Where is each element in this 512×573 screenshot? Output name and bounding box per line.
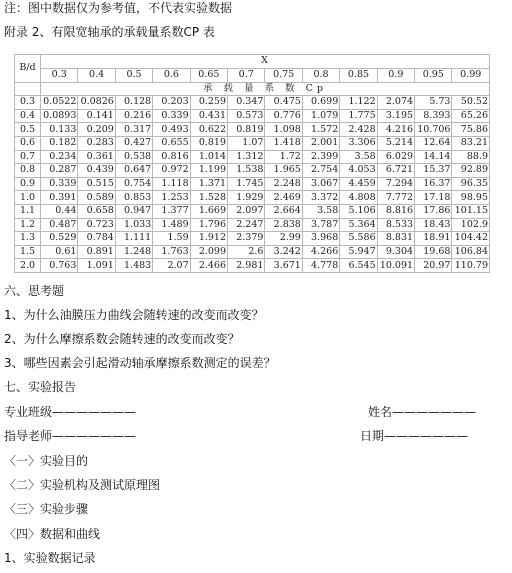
- appendix-title: 附录 2、有限宽轴承的承载量系数CP 表: [4, 25, 215, 39]
- cp-value-cell: 0.216: [115, 109, 152, 123]
- cp-value-cell: 1.248: [115, 245, 152, 259]
- cp-value-cell: 4.778: [302, 259, 339, 273]
- cp-value-cell: 0.515: [78, 177, 115, 191]
- table-row: [15, 177, 490, 191]
- cp-value-cell: 0.487: [41, 218, 78, 232]
- cp-value-cell: 0.283: [78, 136, 115, 150]
- cp-value-cell: 0.573: [228, 109, 265, 123]
- cp-value-cell: 1.72: [265, 150, 302, 164]
- cp-value-cell: 2.469: [265, 191, 302, 205]
- report-item-data: 〈四〉数据和曲线: [4, 527, 101, 541]
- x-value-cell: 0.7: [228, 68, 265, 82]
- cp-value-cell: 1.418: [265, 136, 302, 150]
- cp-value-cell: 14.14: [415, 150, 452, 164]
- table-row: [15, 259, 490, 273]
- cp-value-cell: 98.95: [452, 191, 490, 205]
- cp-value-cell: 1.528: [190, 191, 227, 205]
- cp-value-cell: 75.86: [452, 123, 490, 137]
- cp-value-cell: 1.745: [228, 177, 265, 191]
- cp-value-cell: 1.111: [115, 232, 152, 246]
- cp-value-cell: 0.853: [115, 191, 152, 205]
- cp-value-cell: 10.706: [415, 123, 452, 137]
- cp-value-cell: 0.816: [153, 150, 190, 164]
- x-value-cell: 0.3: [41, 68, 78, 82]
- cp-value-cell: 1.098: [265, 123, 302, 137]
- cp-value-cell: 1.312: [228, 150, 265, 164]
- date-field-label: 日期———————: [360, 429, 469, 443]
- cp-value-cell: 1.669: [190, 204, 227, 218]
- bd-ratio-cell: 0.8: [15, 164, 41, 178]
- cp-value-cell: 2.99: [265, 232, 302, 246]
- cp-value-cell: 7.772: [377, 191, 414, 205]
- cp-value-cell: 0.439: [78, 164, 115, 178]
- cp-value-cell: 0.259: [190, 96, 227, 110]
- x-value-cell: 0.5: [115, 68, 152, 82]
- table-row: [15, 164, 490, 178]
- cp-value-cell: 3.968: [302, 232, 339, 246]
- cp-value-cell: 8.831: [377, 232, 414, 246]
- table-cp-corner: [15, 82, 41, 96]
- cp-value-cell: 0.339: [153, 109, 190, 123]
- cp-value-cell: 0.658: [78, 204, 115, 218]
- cp-value-cell: 2.07: [153, 259, 190, 273]
- table-row: [15, 123, 490, 137]
- cp-value-cell: 18.43: [415, 218, 452, 232]
- bd-ratio-cell: 0.3: [15, 96, 41, 110]
- cp-value-cell: 1.483: [115, 259, 152, 273]
- x-value-cell: 0.4: [78, 68, 115, 82]
- bd-ratio-cell: 0.5: [15, 123, 41, 137]
- cp-value-cell: 5.73: [415, 96, 452, 110]
- x-value-cell: 0.95: [415, 68, 452, 82]
- cp-value-cell: 2.981: [228, 259, 265, 273]
- cp-value-cell: 0.431: [190, 109, 227, 123]
- cp-value-cell: 0.234: [41, 150, 78, 164]
- cp-value-cell: 6.545: [340, 259, 377, 273]
- table-row: [15, 150, 490, 164]
- section6-title: 六、思考题: [4, 284, 65, 298]
- report-item-steps: 〈三〉实验步骤: [4, 502, 89, 516]
- cp-value-cell: 104.42: [452, 232, 490, 246]
- cp-value-cell: 1.775: [340, 109, 377, 123]
- cp-value-cell: 1.079: [302, 109, 339, 123]
- cp-value-cell: 0.763: [41, 259, 78, 273]
- cp-value-cell: 2.6: [228, 245, 265, 259]
- cp-value-cell: 2.248: [265, 177, 302, 191]
- cp-value-cell: 2.379: [228, 232, 265, 246]
- cp-value-cell: 0.339: [41, 177, 78, 191]
- bd-ratio-cell: 0.9: [15, 177, 41, 191]
- cp-value-cell: 5.947: [340, 245, 377, 259]
- cp-value-cell: 1.033: [115, 218, 152, 232]
- table-row: [15, 136, 490, 150]
- data-record-heading: 1、实验数据记录: [4, 551, 96, 565]
- cp-value-cell: 92.89: [452, 164, 490, 178]
- x-value-cell: 0.9: [377, 68, 414, 82]
- bd-ratio-cell: 2.0: [15, 259, 41, 273]
- bd-ratio-cell: 1.0: [15, 191, 41, 205]
- cp-value-cell: 8.816: [377, 204, 414, 218]
- cp-value-cell: 0.317: [115, 123, 152, 137]
- bd-ratio-cell: 1.1: [15, 204, 41, 218]
- cp-value-cell: 0.589: [78, 191, 115, 205]
- cp-value-cell: 4.053: [340, 164, 377, 178]
- cp-value-cell: 5.586: [340, 232, 377, 246]
- cp-value-cell: 2.754: [302, 164, 339, 178]
- cp-value-cell: 4.459: [340, 177, 377, 191]
- cp-value-cell: 0.182: [41, 136, 78, 150]
- cp-value-cell: 5.214: [377, 136, 414, 150]
- cp-value-cell: 9.304: [377, 245, 414, 259]
- cp-value-cell: 3.671: [265, 259, 302, 273]
- cp-value-cell: 4.808: [340, 191, 377, 205]
- cp-value-cell: 0.0893: [41, 109, 78, 123]
- question-2: 2、为什么摩擦系数会随转速的改变而改变？: [4, 332, 240, 346]
- cp-value-cell: 2.097: [228, 204, 265, 218]
- cp-value-cell: 0.203: [153, 96, 190, 110]
- cp-value-cell: 1.965: [265, 164, 302, 178]
- table-row: [15, 232, 490, 246]
- cp-value-cell: 0.361: [78, 150, 115, 164]
- cp-value-cell: 1.59: [153, 232, 190, 246]
- cp-value-cell: 1.538: [228, 164, 265, 178]
- cp-value-cell: 0.819: [190, 136, 227, 150]
- cp-value-cell: 7.294: [377, 177, 414, 191]
- cp-value-cell: 1.091: [78, 259, 115, 273]
- cp-value-cell: 0.475: [265, 96, 302, 110]
- cp-value-cell: 50.52: [452, 96, 490, 110]
- cp-value-cell: 0.427: [115, 136, 152, 150]
- table-corner-label: B/d: [15, 55, 41, 83]
- cp-value-cell: 8.533: [377, 218, 414, 232]
- cp-value-cell: 0.784: [78, 232, 115, 246]
- cp-value-cell: 4.216: [377, 123, 414, 137]
- table-x-values-row: [15, 68, 490, 82]
- cp-value-cell: 0.538: [115, 150, 152, 164]
- cp-value-cell: 15.37: [415, 164, 452, 178]
- table-body: [15, 96, 490, 273]
- cp-value-cell: 20.97: [415, 259, 452, 273]
- cp-value-cell: 0.947: [115, 204, 152, 218]
- class-field-label: 专业班级———————: [4, 405, 137, 419]
- cp-value-cell: 2.099: [190, 245, 227, 259]
- cp-value-cell: 1.572: [302, 123, 339, 137]
- cp-value-cell: 1.796: [190, 218, 227, 232]
- cp-value-cell: 0.0826: [78, 96, 115, 110]
- cp-value-cell: 1.07: [228, 136, 265, 150]
- cp-value-cell: 5.364: [340, 218, 377, 232]
- cp-value-cell: 0.128: [115, 96, 152, 110]
- cp-value-cell: 12.64: [415, 136, 452, 150]
- x-value-cell: 0.85: [340, 68, 377, 82]
- table-row: [15, 204, 490, 218]
- cp-value-cell: 3.242: [265, 245, 302, 259]
- table-row: [15, 218, 490, 232]
- cp-value-cell: 0.391: [41, 191, 78, 205]
- cp-table-container: [14, 54, 490, 271]
- table-row: [15, 245, 490, 259]
- bd-ratio-cell: 0.4: [15, 109, 41, 123]
- name-field-label: 姓名———————: [368, 405, 477, 419]
- question-1: 1、为什么油膜压力曲线会随转速的改变而改变？: [4, 308, 264, 322]
- cp-value-cell: 2.466: [190, 259, 227, 273]
- cp-value-cell: 5.106: [340, 204, 377, 218]
- cp-value-cell: 3.58: [340, 150, 377, 164]
- cp-value-cell: 0.61: [41, 245, 78, 259]
- cp-value-cell: 3.372: [302, 191, 339, 205]
- report-item-purpose: 〈一〉实验目的: [4, 454, 89, 468]
- bd-ratio-cell: 1.3: [15, 232, 41, 246]
- cp-coefficient-table: [14, 54, 490, 273]
- cp-value-cell: 4.266: [302, 245, 339, 259]
- cp-value-cell: 83.21: [452, 136, 490, 150]
- cp-value-cell: 1.371: [190, 177, 227, 191]
- table-x-header: X: [41, 55, 490, 69]
- cp-value-cell: 0.287: [41, 164, 78, 178]
- question-3: 3、哪些因素会引起滑动轴承摩擦系数测定的误差？: [4, 356, 276, 370]
- cp-value-cell: 6.029: [377, 150, 414, 164]
- cp-value-cell: 1.199: [190, 164, 227, 178]
- cp-value-cell: 1.118: [153, 177, 190, 191]
- cp-value-cell: 1.912: [190, 232, 227, 246]
- cp-value-cell: 2.399: [302, 150, 339, 164]
- cp-value-cell: 106.84: [452, 245, 490, 259]
- cp-value-cell: 2.001: [302, 136, 339, 150]
- cp-value-cell: 1.014: [190, 150, 227, 164]
- cp-value-cell: 102.9: [452, 218, 490, 232]
- bd-ratio-cell: 0.6: [15, 136, 41, 150]
- cp-value-cell: 0.972: [153, 164, 190, 178]
- cp-value-cell: 2.074: [377, 96, 414, 110]
- cp-value-cell: 0.655: [153, 136, 190, 150]
- cp-value-cell: 0.754: [115, 177, 152, 191]
- cp-value-cell: 0.819: [228, 123, 265, 137]
- cp-value-cell: 1.929: [228, 191, 265, 205]
- cp-value-cell: 0.699: [302, 96, 339, 110]
- report-item-principle: 〈二〉实验机构及测试原理图: [4, 478, 161, 492]
- cp-value-cell: 101.15: [452, 204, 490, 218]
- cp-value-cell: 0.723: [78, 218, 115, 232]
- teacher-field-label: 指导老师———————: [4, 429, 137, 443]
- cp-value-cell: 0.141: [78, 109, 115, 123]
- table-row: [15, 191, 490, 205]
- cp-value-cell: 1.253: [153, 191, 190, 205]
- table-cp-header: 承 载 量 系 数 Cp: [41, 82, 490, 96]
- cp-value-cell: 0.622: [190, 123, 227, 137]
- cp-value-cell: 1.763: [153, 245, 190, 259]
- x-value-cell: 0.99: [452, 68, 490, 82]
- cp-value-cell: 3.067: [302, 177, 339, 191]
- cp-value-cell: 0.44: [41, 204, 78, 218]
- cp-value-cell: 0.776: [265, 109, 302, 123]
- cp-value-cell: 18.91: [415, 232, 452, 246]
- cp-value-cell: 3.306: [340, 136, 377, 150]
- x-value-cell: 0.75: [265, 68, 302, 82]
- cp-value-cell: 2.838: [265, 218, 302, 232]
- x-value-cell: 0.8: [302, 68, 339, 82]
- cp-value-cell: 10.091: [377, 259, 414, 273]
- cp-value-cell: 16.37: [415, 177, 452, 191]
- cp-value-cell: 0.529: [41, 232, 78, 246]
- x-value-cell: 0.6: [153, 68, 190, 82]
- cp-value-cell: 17.18: [415, 191, 452, 205]
- cp-value-cell: 8.393: [415, 109, 452, 123]
- note-line: 注：图中数据仅为参考值，不代表实验数据: [4, 1, 233, 15]
- cp-value-cell: 0.0522: [41, 96, 78, 110]
- cp-value-cell: 17.86: [415, 204, 452, 218]
- table-row: [15, 96, 490, 110]
- cp-value-cell: 3.58: [302, 204, 339, 218]
- bd-ratio-cell: 1.5: [15, 245, 41, 259]
- cp-value-cell: 1.489: [153, 218, 190, 232]
- cp-value-cell: 0.891: [78, 245, 115, 259]
- cp-value-cell: 3.195: [377, 109, 414, 123]
- cp-value-cell: 0.493: [153, 123, 190, 137]
- cp-value-cell: 1.122: [340, 96, 377, 110]
- cp-value-cell: 19.68: [415, 245, 452, 259]
- cp-value-cell: 2.247: [228, 218, 265, 232]
- cp-value-cell: 2.428: [340, 123, 377, 137]
- cp-value-cell: 1.377: [153, 204, 190, 218]
- cp-value-cell: 2.664: [265, 204, 302, 218]
- cp-value-cell: 65.26: [452, 109, 490, 123]
- cp-value-cell: 6.721: [377, 164, 414, 178]
- bd-ratio-cell: 0.7: [15, 150, 41, 164]
- cp-value-cell: 0.133: [41, 123, 78, 137]
- section7-title: 七、实验报告: [4, 380, 77, 394]
- cp-value-cell: 0.647: [115, 164, 152, 178]
- cp-value-cell: 96.35: [452, 177, 490, 191]
- x-value-cell: 0.65: [190, 68, 227, 82]
- cp-value-cell: 0.209: [78, 123, 115, 137]
- cp-value-cell: 110.79: [452, 259, 490, 273]
- bd-ratio-cell: 1.2: [15, 218, 41, 232]
- cp-value-cell: 0.347: [228, 96, 265, 110]
- table-row: [15, 109, 490, 123]
- cp-value-cell: 3.787: [302, 218, 339, 232]
- cp-value-cell: 88.9: [452, 150, 490, 164]
